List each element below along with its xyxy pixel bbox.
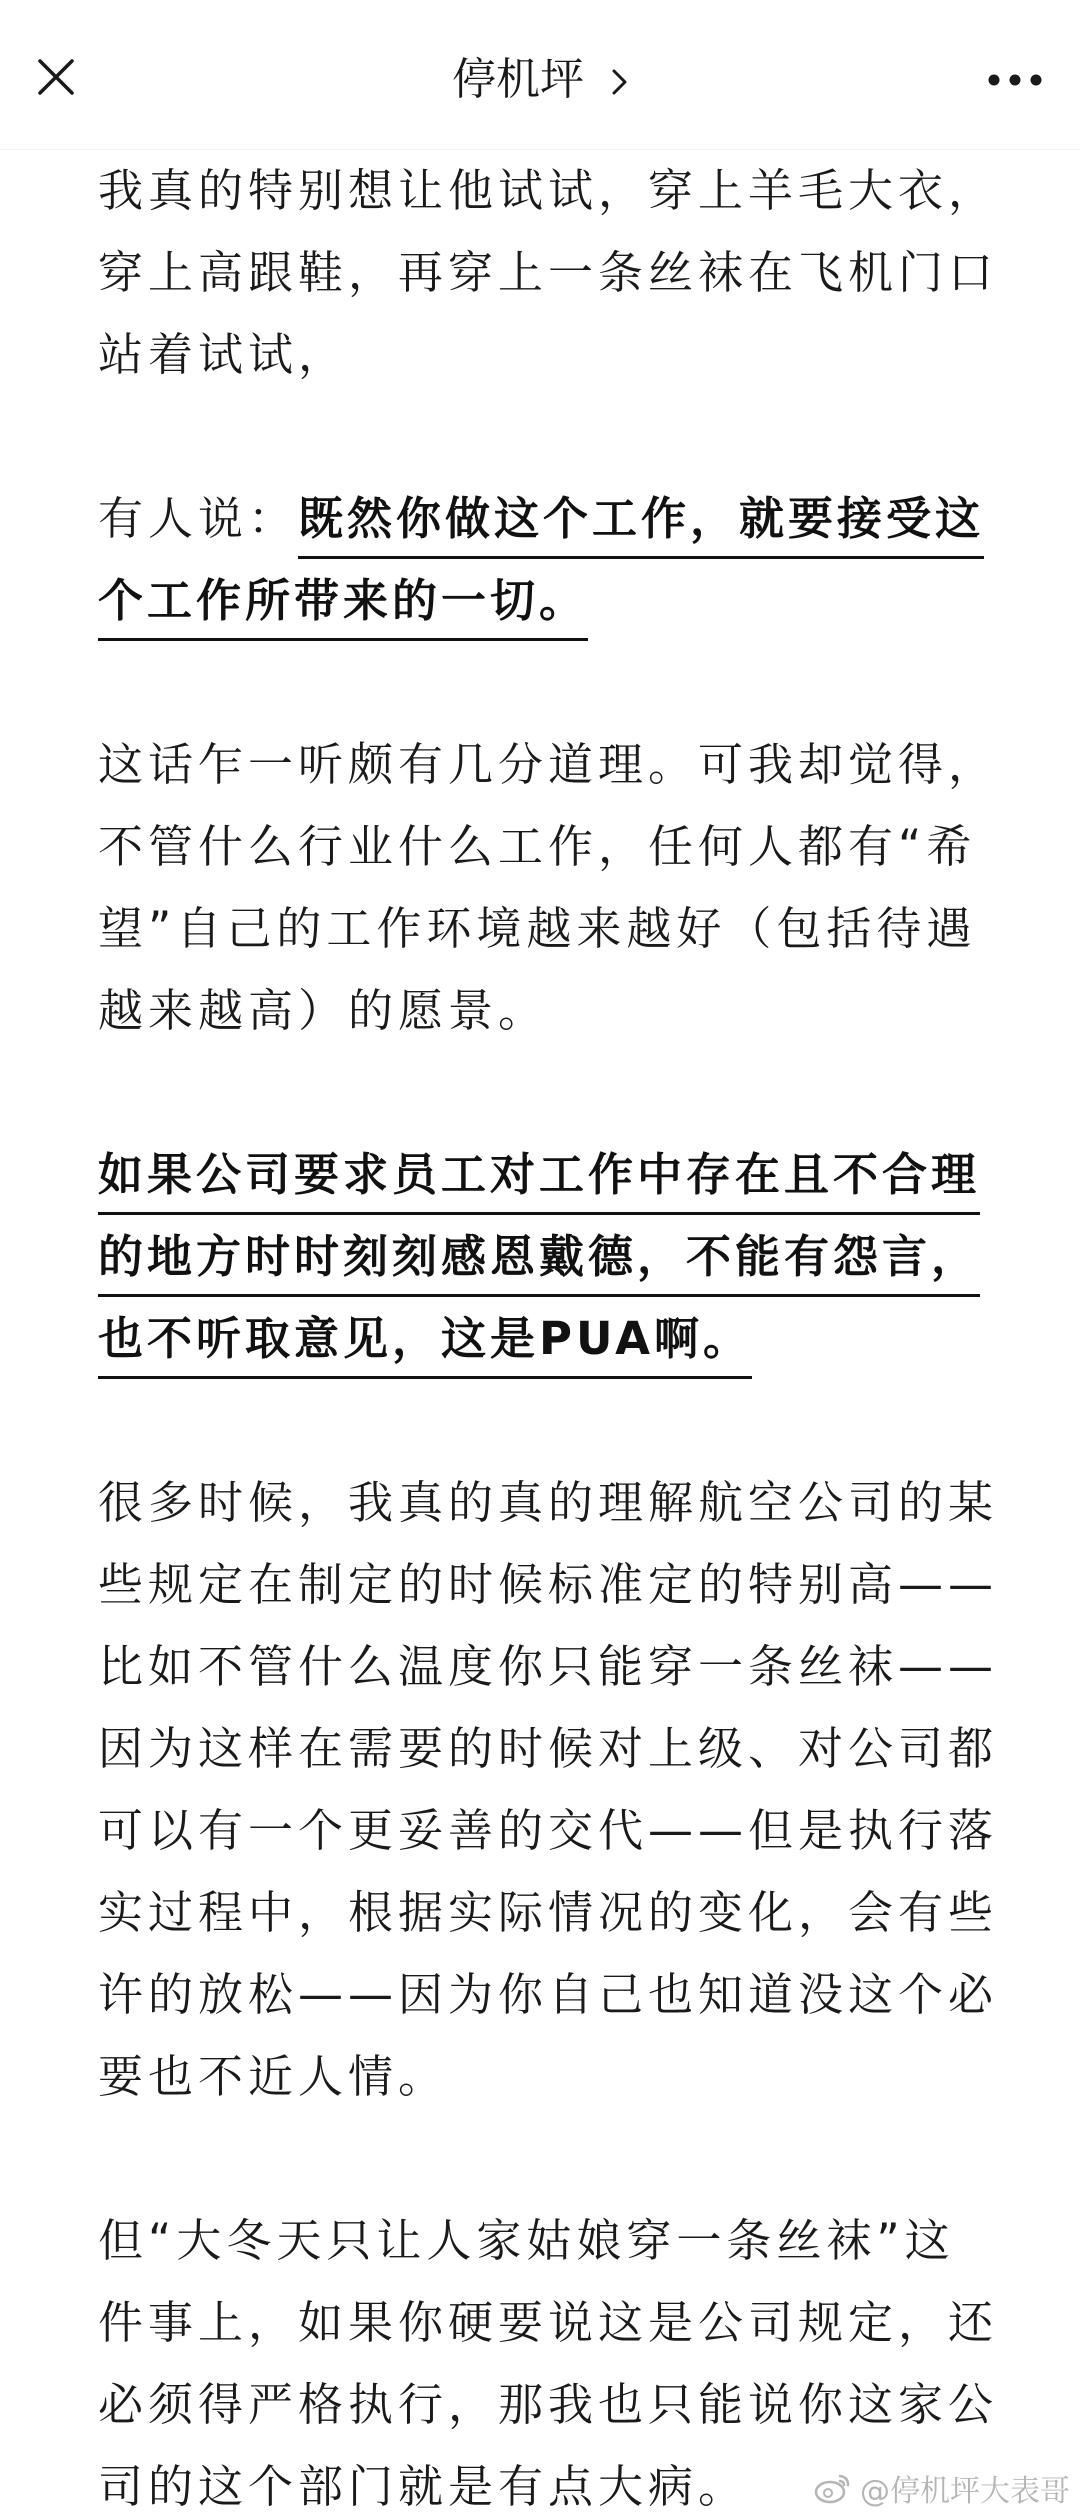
paragraph-6: 但“大冬天只让人家姑娘穿一条丝袜”这件事上，如果你硬要说这是公司规定，还必须得严格执行，那我也只能说你这家公司的这个部门就是有点大病。	[98, 2214, 999, 2513]
top-bar	[0, 0, 1080, 150]
paragraph-5: 很多时候，我真的真的理解航空公司的某些规定在制定的时候标准定的特别高——比如不管什么温度你只能穿一条丝袜——因为这样在需要的时候对上级、对公司都可以有一个更妥善的交代——但是执行落实过程中，根据实际情况的变化，会有些许的放松——因为你自己也知道没这个必要也不近人情。	[98, 1476, 999, 2103]
highlight-line-4: 的地方时时刻刻感恩戴德，不能有怨言，	[98, 1220, 980, 1297]
weibo-logo-icon	[814, 2472, 852, 2504]
quote-prefix: 有人说：	[98, 492, 299, 545]
chevron-right-icon	[612, 54, 628, 110]
account-title: 停机坪	[452, 54, 584, 105]
highlight-line-2: 个工作所带来的一切。	[98, 564, 588, 641]
paragraph-4	[98, 1134, 998, 1380]
paragraph-1: 我真的特别想让他试试，穿上羊毛大衣，穿上高跟鞋，再穿上一条丝袜在飞机门口站着试试，	[98, 164, 999, 381]
highlight-line-1: 既然你做这个工作，就要接受这	[298, 482, 984, 559]
highlight-line-5: 也不听取意见，这是PUA啊。	[98, 1302, 752, 1379]
watermark-text: @停机坪大表哥	[860, 2474, 1070, 2509]
watermark	[814, 2466, 1070, 2510]
paragraph-2	[98, 478, 998, 642]
article-body	[98, 150, 998, 2518]
account-title-link[interactable]	[0, 52, 1080, 110]
paragraph-3: 这话乍一听颇有几分道理。可我却觉得，不管什么行业什么工作，任何人都有“希望”自己的工作环境越来越好（包括待遇越来越高）的愿景。	[98, 738, 999, 1037]
highlight-line-3: 如果公司要求员工对工作中存在且不合理	[98, 1138, 980, 1215]
more-dots-icon	[987, 73, 1043, 87]
more-options-button[interactable]	[980, 52, 1050, 108]
